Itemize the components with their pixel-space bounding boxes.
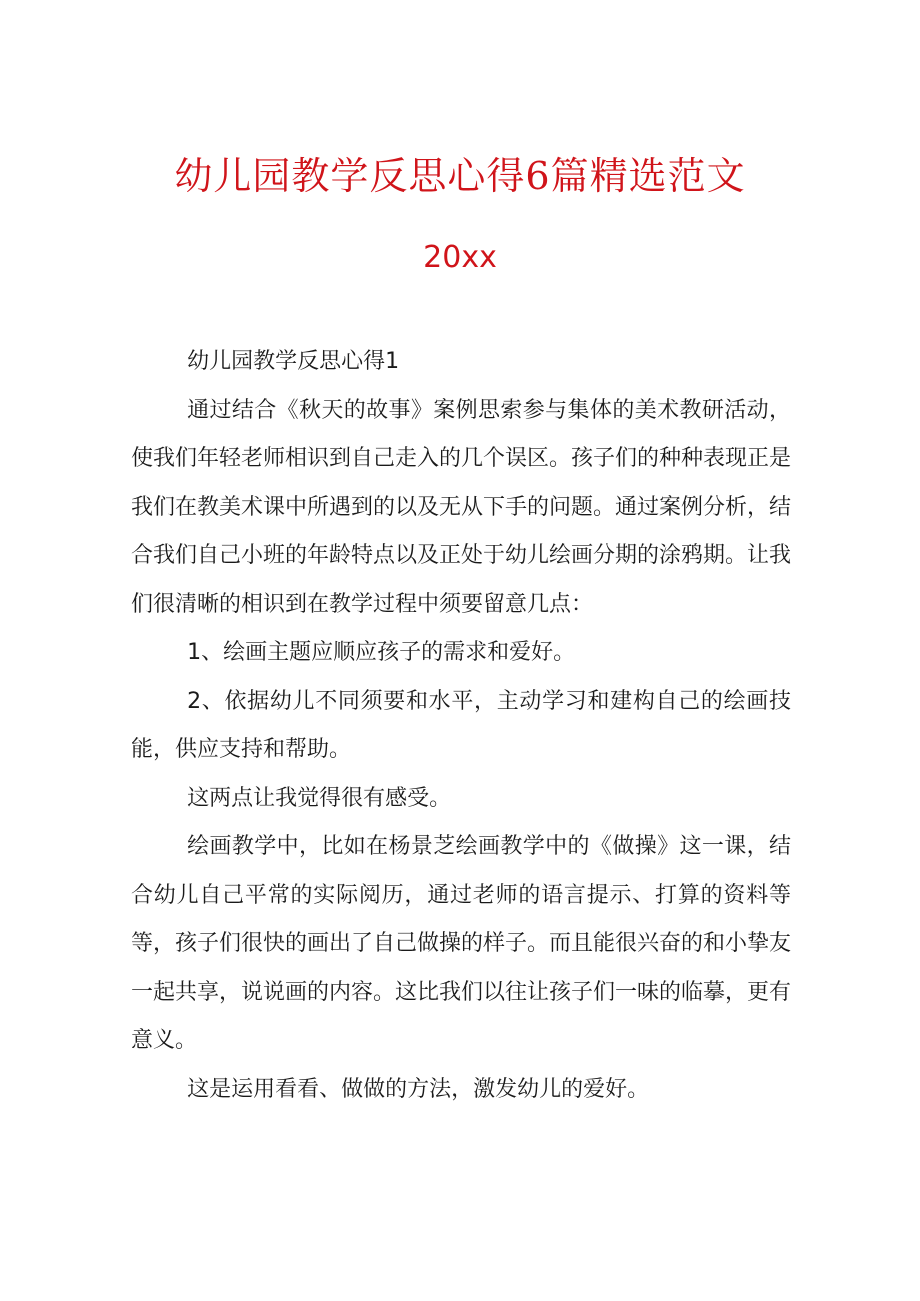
document-title-year: 20xx [423, 240, 497, 275]
section-heading: 幼儿园教学反思心得1 [187, 349, 400, 374]
document-body [131, 338, 791, 1114]
paragraph: 这是运用看看、做做的方法，激发幼儿的爱好。 [187, 1076, 650, 1102]
paragraph: 这两点让我觉得很有感受。 [187, 785, 452, 811]
paragraph-point-1: 1、绘画主题应顺应孩子的需求和爱好。 [187, 640, 576, 665]
paragraph: 通过结合《秋天的故事》案例思索参与集体的美术教研活动，使我们年轻老师相识到自己走入的几个误区。孩子们的种种表现正是我们在教美术课中所遇到的以及无从下手的问题。通过案例分析，结合我们自己小班的年龄特点以及正处于幼儿绘画分期的涂鸦期。让我们很清晰的相识到在教学过程中须要留意几点： [131, 397, 792, 617]
document-title: 幼儿园教学反思心得6篇精选范文 [174, 154, 746, 198]
paragraph-point-2: 2、依据幼儿不同须要和水平，主动学习和建构自己的绘画技能，供应支持和帮助。 [131, 688, 791, 762]
paragraph: 绘画教学中，比如在杨景芝绘画教学中的《做操》这一课，结合幼儿自己平常的实际阅历，通过老师的语言提示、打算的资料等等，孩子们很快的画出了自己做操的样子。而且能很兴奋的和小挚友一起共享，说说画的内容。这比我们以往让孩子们一味的临摹，更有意义。 [131, 834, 792, 1053]
